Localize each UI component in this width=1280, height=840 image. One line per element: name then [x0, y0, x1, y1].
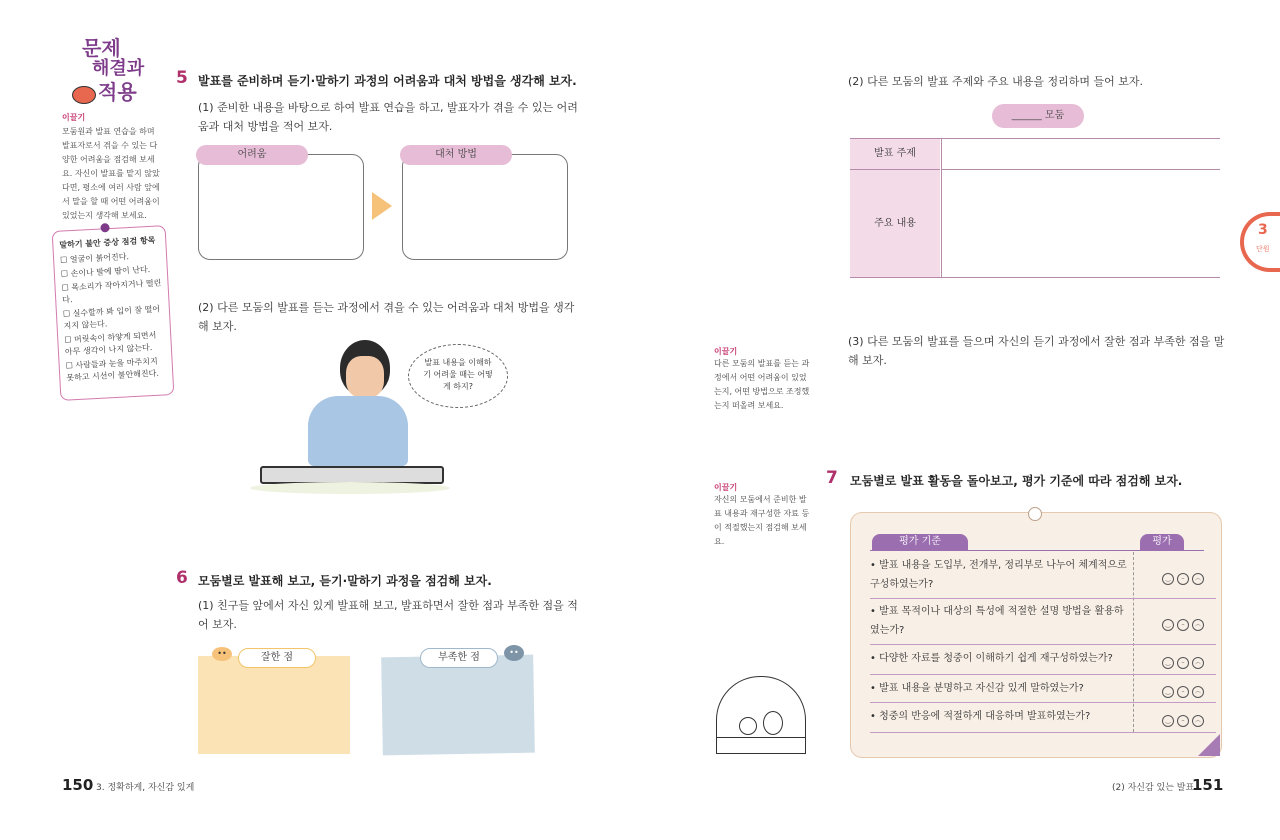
rating-faces [1159, 678, 1204, 698]
checklist-item[interactable]: ☐ 목소리가 작아지거나 떨린다. [61, 278, 162, 305]
difficulty-box[interactable] [198, 154, 364, 260]
rubric-header-criteria: 평가 기준 [872, 534, 968, 550]
checklist-item[interactable]: ☐ 실수할까 봐 입이 잘 떨어지지 않는다. [62, 304, 161, 331]
q6-title: 모둠별로 발표해 보고, 듣기·말하기 과정을 점검해 보자. [198, 574, 492, 588]
pin-icon [100, 223, 109, 232]
checklist-item[interactable]: ☐ 손이나 발에 땀이 난다. [60, 264, 151, 279]
rubric-criterion: • 발표 내용을 분명하고 자신감 있게 말하였는가? [870, 683, 1084, 694]
hint-box-1 [62, 112, 162, 223]
rubric-row [870, 674, 1216, 703]
sad-face-icon[interactable]: ︵ [1192, 715, 1204, 727]
rubric-row [870, 644, 1216, 675]
happy-face-icon[interactable]: ‿ [1162, 686, 1174, 698]
neutral-face-icon[interactable]: – [1177, 657, 1189, 669]
rubric-criterion: • 발표 목적이나 대상의 특성에 적절한 설명 방법을 활용하였는가? [870, 606, 1124, 636]
hint-text: 자신의 모둠에서 준비한 발표 내용과 재구성한 자료 등이 적절했는지 점검해 보세요. [714, 495, 810, 546]
rubric-header-eval: 평가 [1140, 534, 1184, 550]
rubric-row [870, 702, 1216, 733]
good-points-label: 잘한 점 [238, 648, 316, 668]
neutral-face-icon[interactable]: – [1177, 715, 1189, 727]
q5-number: 5 [176, 68, 188, 88]
hint-text: 다른 모둠의 발표를 듣는 과정에서 어떤 어려움이 있었는지, 어떤 방법으로 조정했는지 떠올려 보세요. [714, 359, 810, 410]
hint-label: 이끌기 [714, 483, 738, 492]
rating-faces [1159, 649, 1204, 669]
hint-label: 이끌기 [714, 347, 738, 356]
q5-sub2: (2) 다른 모둠의 발표를 듣는 과정에서 겪을 수 있는 어려움과 대처 방법을 생각해 보자. [198, 301, 575, 333]
anxiety-checklist [52, 225, 175, 401]
owl-icon: •• [504, 645, 524, 661]
summary-table [850, 138, 1220, 278]
hint-box-2 [714, 346, 814, 413]
hint-label: 이끌기 [62, 113, 86, 122]
ring-icon [1028, 507, 1042, 521]
arrow-right-icon [372, 192, 392, 220]
page-curl [1198, 734, 1220, 756]
happy-face-icon[interactable]: ‿ [1162, 657, 1174, 669]
hint-text: 모둠원과 발표 연습을 하며 발표자로서 겪을 수 있는 다양한 어려움을 점검해 보세요. 자신이 발표를 맡지 않았다면, 평소에 여러 사람 앞에서 말을 할 때 어떤 어려움이 있었는지 생각해 보세요. [62, 127, 160, 220]
checklist-items [60, 249, 167, 384]
neutral-face-icon[interactable]: – [1177, 686, 1189, 698]
thought-bubble [408, 344, 508, 408]
cartoon-icon [72, 86, 96, 104]
chapter-left: 3. 정확하게, 자신감 있게 [96, 783, 195, 793]
q5-sub1: (1) 준비한 내용을 바탕으로 하여 발표 연습을 하고, 발표자가 겪을 수 있는 어려움과 대처 방법을 적어 보자. [198, 101, 578, 133]
rubric-row [870, 598, 1216, 645]
rubric-criterion: • 발표 내용을 도입부, 전개부, 정리부로 나누어 체계적으로 구성하였는가? [870, 560, 1127, 590]
page-number-right: 151 [1192, 776, 1224, 794]
unit-number: 3 [1258, 222, 1268, 238]
chapter-right: (2) 자신감 있는 발표 [1112, 783, 1195, 793]
lack-points-note[interactable] [381, 655, 535, 756]
checklist-item[interactable]: ☐ 사람들과 눈을 마주치지 못하고 시선이 불안해진다. [65, 356, 160, 383]
happy-face-icon[interactable]: ‿ [1162, 573, 1174, 585]
badge-line1: 문제 [82, 36, 121, 60]
q7-number: 7 [826, 468, 838, 488]
solution-tab: 대처 방법 [400, 145, 512, 165]
sad-face-icon[interactable]: ︵ [1192, 619, 1204, 631]
neutral-face-icon[interactable]: – [1177, 573, 1189, 585]
checklist-item[interactable]: ☐ 머릿속이 하얗게 되면서 아무 생각이 나지 않는다. [64, 330, 157, 357]
difficulty-tab: 어려움 [196, 145, 308, 165]
q6-sub3: (3) 다른 모둠의 발표를 들으며 자신의 듣기 과정에서 잘한 점과 부족한 점을 말해 보자. [848, 335, 1225, 367]
table-cell-content[interactable] [941, 170, 1220, 277]
checklist-title: 말하기 불안 증상 점검 항목 [59, 235, 156, 250]
sad-face-icon[interactable]: ︵ [1192, 573, 1204, 585]
group-pill: ______ 모둠 [992, 104, 1084, 128]
q6-sub1: (1) 친구들 앞에서 자신 있게 발표해 보고, 발표하면서 잘한 점과 부족한 점을 적어 보자. [198, 599, 578, 631]
rubric-header-line [870, 550, 1204, 551]
thought-text: 발표 내용을 이해하기 어려울 때는 어떻게 하지? [423, 358, 493, 391]
unit-label: 단원 [1256, 245, 1270, 253]
badge-line3: 적용 [98, 80, 137, 104]
unit-tab [1240, 212, 1280, 272]
lack-points-label: 부족한 점 [420, 648, 498, 668]
good-points-note[interactable] [198, 656, 350, 754]
q5-title: 발표를 준비하며 듣기·말하기 과정의 어려움과 대처 방법을 생각해 보자. [198, 74, 577, 88]
badge-line2: 해결과 [92, 58, 145, 79]
rating-faces [1159, 565, 1204, 585]
rating-faces [1159, 707, 1204, 727]
rubric-row [870, 552, 1216, 599]
sad-face-icon[interactable]: ︵ [1192, 686, 1204, 698]
solution-box[interactable] [402, 154, 568, 260]
table-label-topic: 발표 주제 [850, 139, 940, 170]
happy-face-icon[interactable]: ‿ [1162, 715, 1174, 727]
table-cell-topic[interactable] [941, 139, 1220, 170]
rubric-criterion: • 다양한 자료를 청중이 이해하기 쉽게 재구성하였는가? [870, 653, 1113, 664]
table-label-content: 주요 내용 [850, 170, 940, 277]
q6-number: 6 [176, 568, 188, 588]
window-illustration [716, 676, 806, 754]
neutral-face-icon[interactable]: – [1177, 619, 1189, 631]
hint-box-3 [714, 482, 814, 549]
checklist-item[interactable]: ☐ 얼굴이 붉어진다. [59, 252, 130, 265]
rubric-criterion: • 청중의 반응에 적절하게 대응하며 발표하였는가? [870, 711, 1091, 722]
section-badge [68, 30, 158, 110]
q6-sub2: (2) 다른 모둠의 발표 주제와 주요 내용을 정리하며 들어 보자. [848, 75, 1143, 88]
page-number-left: 150 [62, 776, 94, 794]
sad-face-icon[interactable]: ︵ [1192, 657, 1204, 669]
happy-face-icon[interactable]: ‿ [1162, 619, 1174, 631]
q7-title: 모둠별로 발표 활동을 돌아보고, 평가 기준에 따라 점검해 보자. [850, 474, 1183, 488]
rating-faces [1159, 611, 1204, 631]
eyes-icon: •• [212, 647, 232, 661]
